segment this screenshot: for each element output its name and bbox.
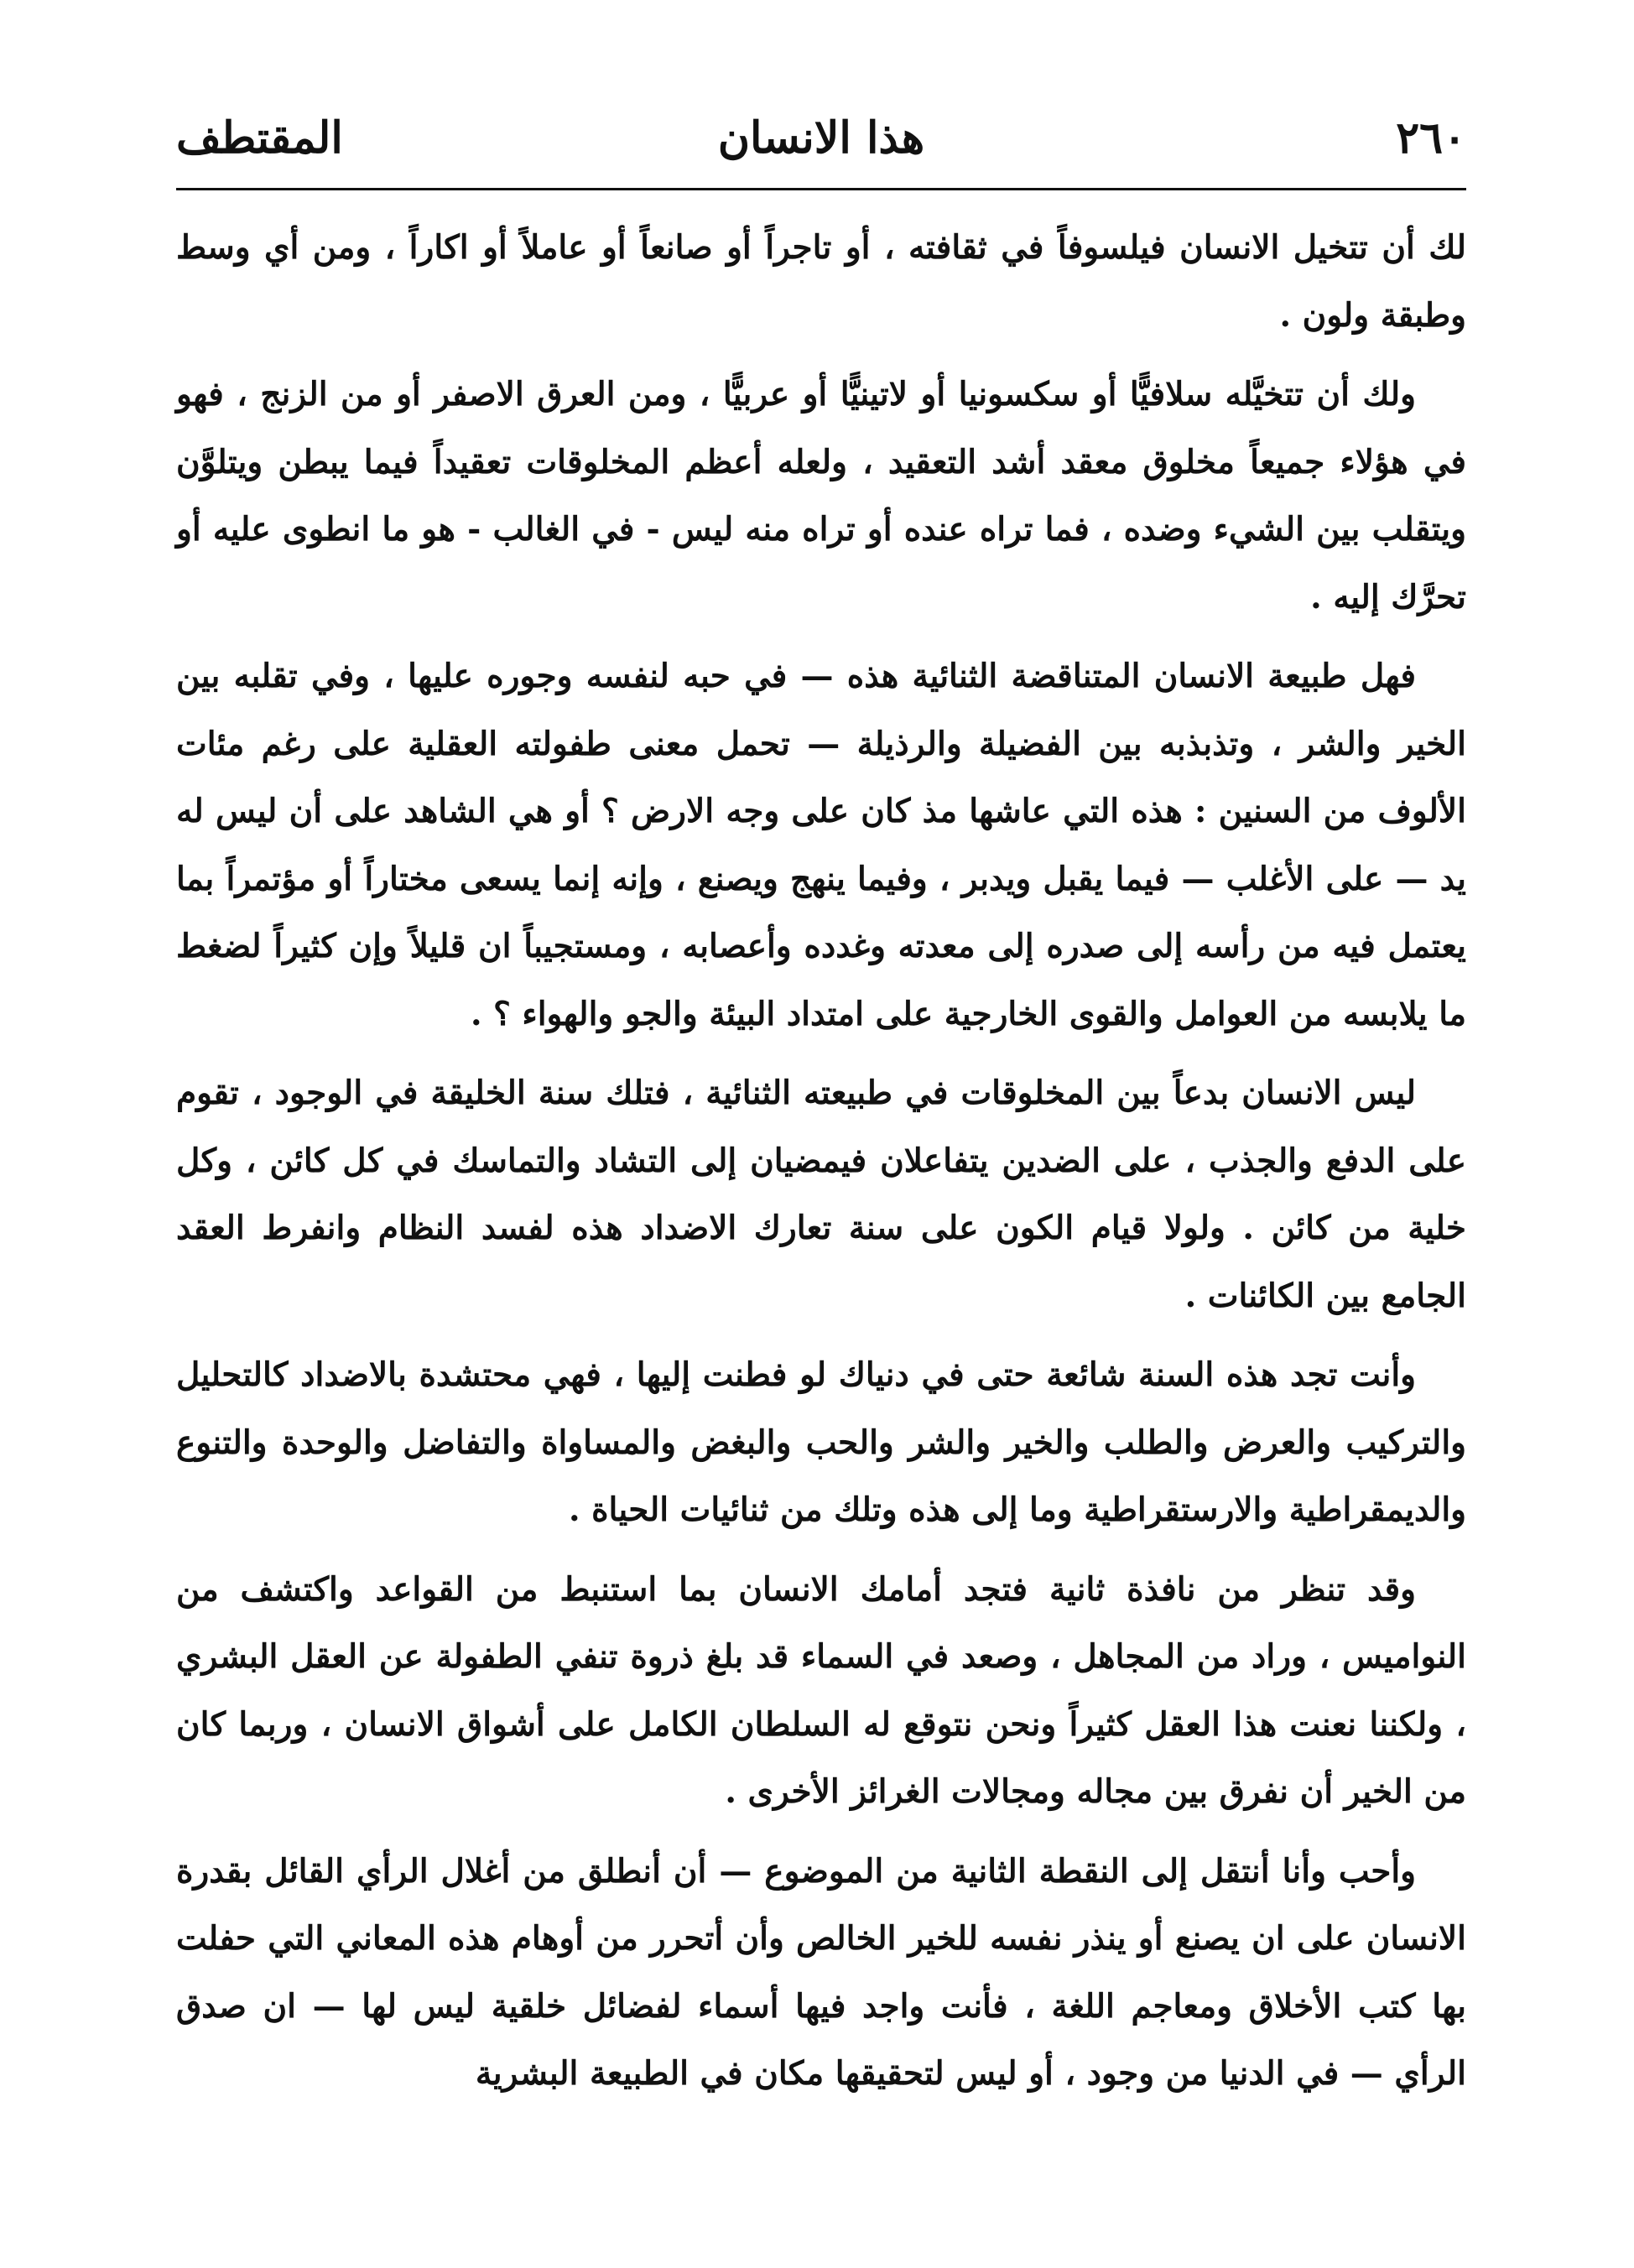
paragraph-3: فهل طبيعة الانسان المتناقضة الثنائية هذه — في حبه لنفسه وجوره عليها ، وفي تقلبه بين الخير والشر ، وتذبذبه بين الفضيلة والرذيلة — تحمل معنى طفولته العقلية على رغم مئات الألوف من السنين : هذه التي عاشها مذ كان على وجه الارض ؟ أو هي الشاهد على أن ليس له يد — على الأغلب — فيما يقبل ويدبر ، وفيما ينهج ويصنع ، وإنه إنما يسعى مختاراً أو مؤتمراً بما يعتمل فيه من رأسه إلى صدره إلى معدته وغدده وأعصابه ، ومستجيباً ان قليلاً وإن كثيراً لضغط ما يلابسه من العوامل والقوى الخارجية على امتداد البيئة والجو والهواء ؟ . — [176, 657, 1466, 1033]
page-number: ٢٦٠ — [1396, 112, 1466, 164]
paragraph-4: ليس الانسان بدعاً بين المخلوقات في طبيعته الثنائية ، فتلك سنة الخليقة في الوجود ، تقوم على الدفع والجذب ، على الضدين يتفاعلان فيمضيان إلى التشاد والتماسك في كل كائن ، وكل خلية من كائن . ولولا قيام الكون على سنة تعارك الاضداد هذه لفسد النظام وانفرط العقد الجامع بين الكائنات . — [176, 1074, 1466, 1315]
paragraph-7: وأحب وأنا أنتقل إلى النقطة الثانية من الموضوع — أن أنطلق من أغلال الرأي القائل بقدرة الانسان على ان يصنع أو ينذر نفسه للخير الخالص وأن أتحرر من أوهام هذه المعاني التي حفلت بها كتب الأخلاق ومعاجم اللغة ، فأنت واجد فيها أسماء لفضائل خلقية ليس لها — ان صدق الرأي — في الدنيا من وجود ، أو ليس لتحقيقها مكان في الطبيعة البشرية — [176, 1851, 1466, 2093]
article-body — [176, 214, 1466, 2108]
header-rule — [176, 188, 1466, 190]
journal-name: المقتطف — [176, 112, 343, 164]
page-header — [176, 109, 1466, 185]
running-title: هذا الانسان — [717, 112, 925, 164]
paragraph-5: وأنت تجد هذه السنة شائعة حتى في دنياك لو فطنت إليها ، فهي محتشدة بالاضداد كالتحليل والتركيب والعرض والطلب والخير والشر والحب والبغض والمساواة والتفاضل والوحدة والتنوع والديمقراطية والارستقراطية وما إلى هذه وتلك من ثنائيات الحياة . — [176, 1355, 1466, 1529]
paragraph-2: ولك أن تتخيَّله سلافيًّا أو سكسونيا أو لاتينيًّا أو عربيًّا ، ومن العرق الاصفر أو من الزنج ، فهو في هؤلاء جميعاً مخلوق معقد أشد التعقيد ، ولعله أعظم المخلوقات تعقيداً فيما يبطن ويتلوَّن ويتقلب بين الشيء وضده ، فما تراه عنده أو تراه منه ليس - في الغالب - هو ما انطوى عليه أو تحرَّك إليه . — [176, 375, 1466, 616]
paragraph-6: وقد تنظر من نافذة ثانية فتجد أمامك الانسان بما استنبط من القواعد واكتشف من النواميس ، وراد من المجاهل ، وصعد في السماء قد بلغ ذروة تنفي الطفولة عن العقل البشري ، ولكننا نعنت هذا العقل كثيراً ونحن نتوقع له السلطان الكامل على أشواق الانسان ، وربما كان من الخير أن نفرق بين مجاله ومجالات الغرائز الأخرى . — [176, 1569, 1466, 1811]
paragraph-1: لك أن تتخيل الانسان فيلسوفاً في ثقافته ، أو تاجراً أو صانعاً أو عاملاً أو اكاراً ، ومن أي وسط وطبقة ولون . — [176, 228, 1466, 335]
